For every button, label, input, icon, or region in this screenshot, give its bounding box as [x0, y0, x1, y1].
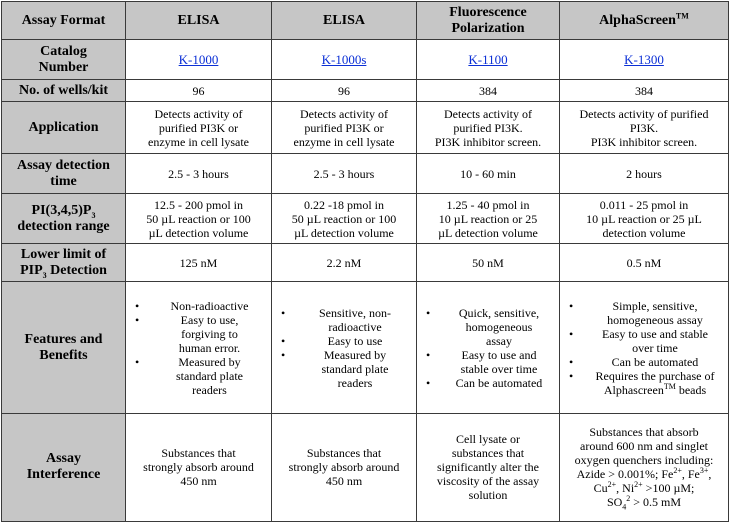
catalog-cell — [417, 40, 560, 80]
lower-limit-label-post: Detection — [46, 262, 107, 278]
feature-line: • Easy to use and — [461, 347, 537, 362]
detection-range-label-line2: detection range — [17, 218, 110, 234]
header-alphascreen-tm: TM — [675, 10, 689, 20]
interference-sub: 4 — [622, 502, 627, 512]
features-label — [2, 282, 126, 413]
wells-label: No. of wells/kit — [2, 80, 126, 102]
feature-item — [297, 348, 413, 390]
feature-line: • Measured by — [323, 347, 387, 362]
interference-line: 450 nm — [180, 474, 217, 489]
header-elisa-1: ELISA — [126, 2, 272, 40]
features-list — [563, 299, 725, 397]
application-line: purified PI3K or — [304, 120, 384, 135]
features-cell-k1100 — [417, 282, 560, 413]
detection-range-cell — [126, 194, 272, 244]
feature-item — [151, 299, 268, 313]
features-list — [420, 306, 556, 390]
lower-limit-value: 50 nM — [417, 244, 560, 282]
interference-fragment: , Ni — [616, 481, 635, 496]
interference-fragment: SO — [606, 495, 623, 510]
application-line: purified PI3K. — [453, 120, 523, 135]
application-line: PI3K inhibitor screen. — [434, 134, 542, 149]
interference-line: strongly absorb around — [288, 460, 400, 475]
application-label: Application — [2, 102, 126, 154]
feature-line: over time — [632, 340, 678, 355]
feature-item — [297, 334, 413, 348]
interference-fragment: , — [708, 467, 712, 482]
lower-limit-label-line1: Lower limit of — [20, 246, 107, 262]
catalog-cell — [126, 40, 272, 80]
feature-line: • Quick, sensitive, — [458, 305, 540, 320]
alphascreen-word: Alphascreen — [603, 382, 664, 397]
detection-range-row — [2, 194, 729, 244]
application-line: Detects activity of — [154, 106, 243, 121]
feature-line: standard plate — [321, 361, 389, 376]
interference-line — [563, 494, 725, 512]
assay-comparison-table — [1, 1, 729, 522]
feature-line: stable over time — [460, 361, 538, 376]
wells-row — [2, 80, 729, 102]
feature-line: homogeneous — [465, 319, 533, 334]
feature-line: readers — [337, 375, 373, 390]
feature-line: homogeneous assay — [607, 312, 703, 327]
catalog-cell — [272, 40, 417, 80]
detection-time-value: 2.5 - 3 hours — [272, 154, 417, 194]
catalog-row — [2, 40, 729, 80]
application-line: PI3K. — [629, 120, 659, 135]
detection-time-label-line1: Assay detection — [17, 157, 110, 173]
catalog-label-line2: Number — [38, 59, 89, 75]
features-label-line2: Benefits — [39, 347, 88, 363]
header-assay-format: Assay Format — [2, 2, 126, 40]
interference-sup: 2+ — [607, 480, 617, 490]
header-row — [2, 2, 729, 40]
feature-line: • Sensitive, non- — [319, 305, 391, 320]
catalog-label-line1: Catalog — [40, 43, 87, 59]
application-line: enzyme in cell lysate — [293, 134, 395, 149]
catalog-link-k1000[interactable]: K-1000 — [178, 51, 219, 67]
interference-sup: 2 — [626, 494, 631, 504]
interference-line — [563, 481, 725, 495]
wells-value: 384 — [417, 80, 560, 102]
feature-item — [585, 327, 725, 355]
feature-item — [442, 376, 556, 390]
catalog-link-k1300[interactable]: K-1300 — [624, 51, 664, 67]
detection-time-label — [2, 154, 126, 194]
feature-line: • Easy to use and stable — [602, 326, 708, 341]
interference-line: Substances that — [306, 446, 382, 461]
interference-sup: 3+ — [699, 466, 709, 476]
feature-line: human error. — [178, 340, 241, 355]
interference-fragment: > 0.5 mM — [630, 495, 682, 510]
catalog-cell — [560, 40, 729, 80]
feature-line: • Can be automated — [611, 354, 699, 369]
feature-line: • Measured by — [178, 354, 241, 369]
feature-item — [442, 348, 556, 376]
feature-item — [585, 369, 725, 397]
header-fluorescence-polarization — [417, 2, 560, 40]
lower-limit-row — [2, 244, 729, 282]
detection-time-row — [2, 154, 729, 194]
feature-item — [442, 306, 556, 348]
application-cell — [272, 102, 417, 154]
detection-range-label-sub: 3 — [91, 210, 96, 220]
detection-time-label-line2: time — [50, 173, 77, 189]
lower-limit-value: 125 nM — [126, 244, 272, 282]
detection-range-label — [2, 194, 126, 244]
feature-line: standard plate — [176, 368, 243, 383]
feature-line: • Can be automated — [455, 375, 543, 390]
lower-limit-value: 0.5 nM — [560, 244, 729, 282]
detection-range-line: µL detection volume — [294, 225, 394, 240]
interference-cell — [417, 413, 560, 521]
feature-item — [585, 355, 725, 369]
application-line: enzyme in cell lysate — [148, 134, 249, 149]
feature-line: • Easy to use, — [180, 312, 239, 327]
detection-range-line: 50 µL reaction or 100 — [146, 211, 251, 226]
interference-fragment: , Fe — [681, 467, 700, 482]
interference-line: Substances that — [161, 446, 236, 461]
interference-label-line1: Assay — [45, 451, 81, 467]
feature-line: • Requires the purchase of — [595, 368, 715, 383]
feature-item — [151, 355, 268, 397]
interference-line: strongly absorb around — [143, 460, 254, 475]
feature-line: readers — [192, 382, 227, 397]
detection-range-line: µL detection volume — [148, 225, 249, 240]
detection-range-cell — [417, 194, 560, 244]
features-cell-k1000s — [272, 282, 417, 413]
interference-line: viscosity of the assay — [436, 474, 540, 489]
interference-line: substances that — [451, 446, 525, 461]
feature-line: radioactive — [328, 319, 382, 334]
header-fp-line1: Fluorescence — [449, 4, 527, 20]
header-alphascreen — [560, 2, 729, 40]
interference-fragment: Azide > 0.001%; Fe — [576, 467, 674, 482]
wells-value: 96 — [126, 80, 272, 102]
feature-line — [585, 383, 725, 397]
application-cell — [560, 102, 729, 154]
interference-line: 450 nm — [325, 474, 363, 489]
feature-item — [151, 313, 268, 355]
header-fp-line2: Polarization — [451, 20, 525, 36]
features-list — [275, 306, 413, 390]
detection-range-label-pre: PI(3,4,5)P — [31, 202, 92, 218]
interference-line: around 600 nm and singlet — [580, 439, 708, 454]
wells-value: 384 — [560, 80, 729, 102]
feature-line: • Non-radioactive — [170, 298, 249, 313]
detection-range-cell — [272, 194, 417, 244]
detection-range-line: 10 µL reaction or 25 — [438, 211, 538, 226]
detection-range-line: 1.25 - 40 pmol in — [446, 197, 530, 212]
features-list — [129, 299, 268, 397]
wells-value: 96 — [272, 80, 417, 102]
feature-line: • Easy to use — [327, 333, 383, 348]
application-row — [2, 102, 729, 154]
lower-limit-label-sub: 3 — [42, 270, 47, 280]
detection-time-value: 2.5 - 3 hours — [126, 154, 272, 194]
detection-range-cell — [560, 194, 729, 244]
feature-line: forgiving to — [181, 326, 238, 341]
interference-line — [563, 467, 725, 481]
application-line: purified PI3K or — [158, 120, 239, 135]
interference-line: oxygen quenchers including: — [574, 453, 714, 468]
interference-sup: 2+ — [673, 466, 682, 476]
alphascreen-tm: TM — [663, 381, 676, 391]
application-line: Detects activity of — [444, 106, 532, 121]
interference-fragment: >100 µM; — [642, 481, 695, 496]
detection-range-label-line1 — [5, 203, 122, 219]
catalog-link-k1100[interactable]: K-1100 — [468, 51, 508, 67]
application-line: PI3K inhibitor screen. — [590, 134, 698, 149]
detection-time-value: 2 hours — [560, 154, 729, 194]
detection-range-line: 0.011 - 25 pmol in — [599, 197, 689, 212]
lower-limit-label-line2 — [5, 263, 122, 279]
detection-range-line: µL detection volume — [438, 225, 538, 240]
interference-row — [2, 413, 729, 521]
feature-item — [585, 299, 725, 327]
detection-time-value: 10 - 60 min — [417, 154, 560, 194]
detection-range-line: 0.22 -18 pmol in — [304, 197, 384, 212]
interference-line: significantly alter the — [437, 460, 539, 475]
feature-line: assay — [486, 333, 512, 348]
features-cell-k1300 — [560, 282, 729, 413]
catalog-link-k1000s[interactable]: K-1000s — [321, 51, 367, 67]
beads-word: beads — [675, 382, 707, 397]
header-alphascreen-title: AlphaScreen — [599, 12, 676, 28]
interference-line: Cell lysate or — [456, 432, 520, 447]
detection-range-line: detection volume — [602, 225, 686, 240]
interference-line: Substances that absorb — [589, 425, 699, 440]
application-line: Detects activity of — [300, 106, 388, 121]
feature-item — [297, 306, 413, 334]
detection-range-line: 10 µL reaction or 25 µL — [586, 211, 702, 226]
features-row — [2, 282, 729, 413]
catalog-label — [2, 40, 126, 80]
lower-limit-value: 2.2 nM — [272, 244, 417, 282]
application-cell — [417, 102, 560, 154]
interference-label — [2, 413, 126, 521]
features-cell-k1000 — [126, 282, 272, 413]
interference-fragment: Cu — [593, 481, 608, 496]
lower-limit-label-pre: PIP — [20, 262, 43, 278]
feature-line: • Simple, sensitive, — [612, 298, 698, 313]
lower-limit-label — [2, 244, 126, 282]
application-cell — [126, 102, 272, 154]
interference-cell — [126, 413, 272, 521]
interference-sup: 2+ — [634, 480, 643, 490]
header-elisa-2: ELISA — [272, 2, 417, 40]
application-line: Detects activity of purified — [579, 106, 709, 121]
detection-range-line: 50 µL reaction or 100 — [291, 211, 397, 226]
detection-range-line: 12.5 - 200 pmol in — [154, 197, 243, 212]
interference-cell — [272, 413, 417, 521]
interference-label-line2: Interference — [26, 467, 101, 483]
features-label-line1: Features and — [24, 331, 103, 347]
interference-cell-k1300 — [560, 413, 729, 521]
interference-line: solution — [468, 488, 508, 503]
